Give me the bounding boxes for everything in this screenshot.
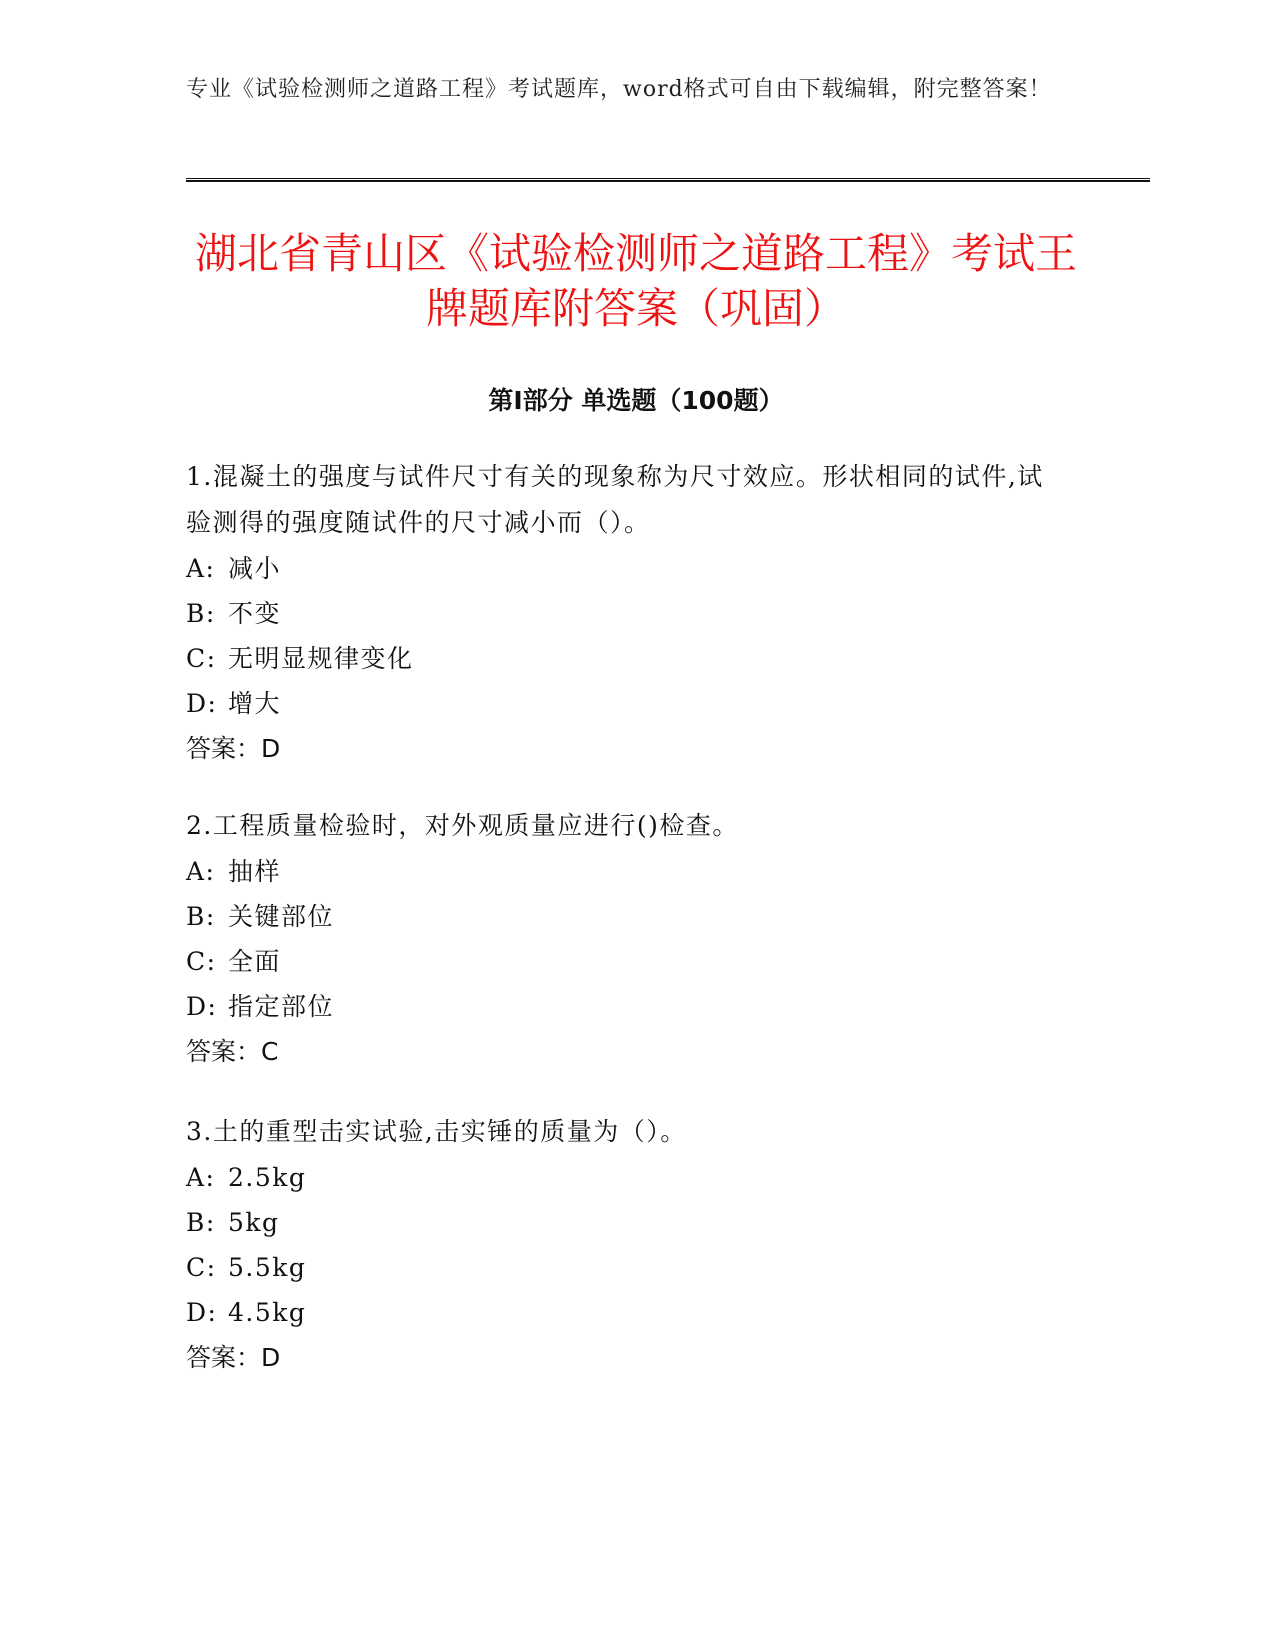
option-text: 减小 <box>228 554 282 583</box>
option-letter: D: <box>186 689 218 718</box>
option-text: 抽样 <box>228 857 282 886</box>
option-d <box>186 1290 1066 1335</box>
document-title: 湖北省青山区《试验检测师之道路工程》考试王牌题库附答案（巩固） <box>194 229 1077 333</box>
question-1 <box>186 454 1066 772</box>
option-b <box>186 894 1066 939</box>
option-letter: C: <box>186 1253 217 1282</box>
option-a <box>186 1155 1066 1200</box>
option-b <box>186 1200 1066 1245</box>
option-c <box>186 939 1066 984</box>
question-stem: 1.混凝土的强度与试件尺寸有关的现象称为尺寸效应。形状相同的试件,试验测得的强度随试件的尺寸减小而（）。 <box>186 462 1044 537</box>
question-stem: 2.工程质量检验时，对外观质量应进行()检查。 <box>186 811 739 840</box>
option-b <box>186 591 1066 636</box>
answer: 答案：D <box>186 1343 281 1372</box>
option-letter: A: <box>186 1163 216 1192</box>
option-a <box>186 849 1066 894</box>
option-letter: C: <box>186 947 217 976</box>
option-letter: A: <box>186 554 216 583</box>
header-divider <box>186 178 1150 182</box>
option-text: 无明显规律变化 <box>228 644 414 673</box>
question-2 <box>186 803 1066 1075</box>
question-3 <box>186 1109 1066 1381</box>
option-text: 关键部位 <box>228 902 335 931</box>
option-letter: C: <box>186 644 217 673</box>
question-stem: 3.土的重型击实试验,击实锤的质量为（）。 <box>186 1117 687 1146</box>
section-title: 第Ⅰ部分 单选题（100题） <box>488 386 784 415</box>
option-text: 增大 <box>228 689 282 718</box>
option-letter: A: <box>186 857 216 886</box>
option-text: 全面 <box>228 947 282 976</box>
option-text: 4.5kg <box>228 1298 307 1327</box>
option-letter: B: <box>186 599 216 628</box>
option-c <box>186 1245 1066 1290</box>
option-c <box>186 636 1066 681</box>
option-text: 指定部位 <box>228 992 335 1021</box>
option-text: 不变 <box>228 599 282 628</box>
option-text: 5kg <box>228 1208 280 1237</box>
option-letter: B: <box>186 902 216 931</box>
option-letter: D: <box>186 992 218 1021</box>
option-text: 5.5kg <box>228 1253 307 1282</box>
header-note: 专业《试验检测师之道路工程》考试题库，word格式可自由下载编辑，附完整答案！ <box>186 77 1052 102</box>
option-d <box>186 681 1066 726</box>
answer: 答案：C <box>186 1037 279 1066</box>
option-text: 2.5kg <box>228 1163 307 1192</box>
option-d <box>186 984 1066 1029</box>
option-letter: D: <box>186 1298 218 1327</box>
option-a <box>186 546 1066 591</box>
answer: 答案：D <box>186 734 281 763</box>
option-letter: B: <box>186 1208 216 1237</box>
